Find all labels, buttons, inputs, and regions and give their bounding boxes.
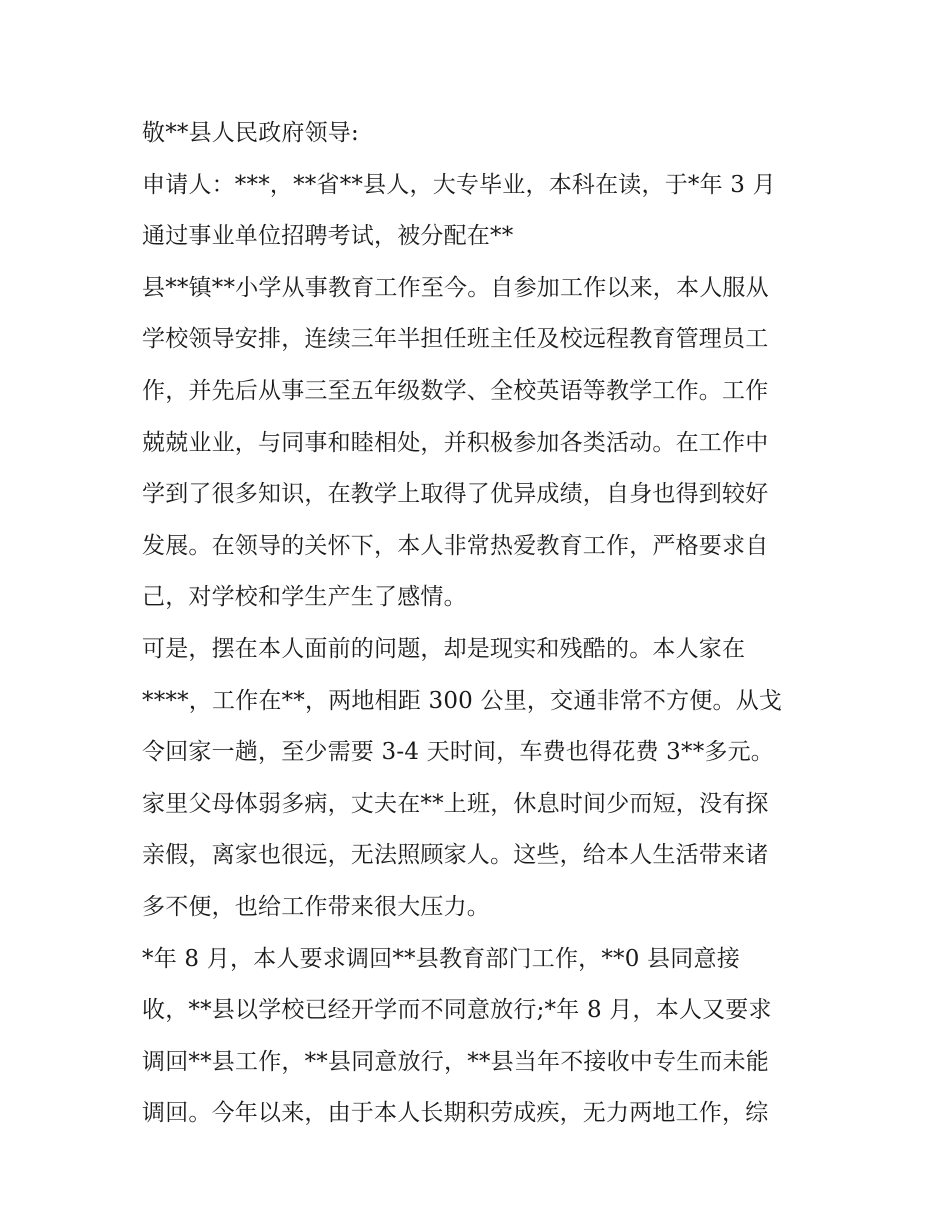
text-line-4: 学校领导安排，连续三年半担任班主任及校远程教育管理员工 xyxy=(142,326,769,353)
text-line-13: 家里父母体弱多病，丈夫在**上班，休息时间少而短，没有探 xyxy=(142,790,769,817)
text-line-18: 调回**县工作，**县同意放行，**县当年不接收中专生而未能 xyxy=(142,1048,769,1075)
text-line-10: 可是，摆在本人面前的问题，却是现实和残酷的。本人家在 xyxy=(142,635,746,662)
text-line-11: ****，工作在**，两地相距 300 公里，交通非常不方便。从戈 xyxy=(142,687,783,714)
text-line-2: 通过事业单位招聘考试，被分配在** xyxy=(142,223,514,250)
text-line-8: 发展。在领导的关怀下，本人非常热爱教育工作，严格要求自 xyxy=(142,532,769,559)
letter-body xyxy=(142,108,842,1140)
salutation: 敬**县人民政府领导: xyxy=(142,120,359,146)
text-line-15: 多不便，也给工作带来很大压力。 xyxy=(142,893,490,920)
text-line-5: 作，并先后从事三至五年级数学、全校英语等教学工作。工作 xyxy=(142,377,769,404)
text-line-1: 申请人：***，**省**县人，大专毕业，本科在读，于*年 3 月 xyxy=(142,171,776,198)
text-line-14: 亲假，离家也很远，无法照顾家人。这些，给本人生活带来诸 xyxy=(142,842,769,869)
text-line-12: 令回家一趟，至少需要 3-4 天时间，车费也得花费 3**多元。 xyxy=(142,739,775,766)
text-line-9: 己，对学校和学生产生了感情。 xyxy=(142,584,467,611)
text-line-19: 调回。今年以来，由于本人长期积劳成疾，无力两地工作，综 xyxy=(142,1100,769,1127)
text-line-3: 县**镇**小学从事教育工作至今。自参加工作以来，本人服从 xyxy=(142,274,769,301)
text-line-16: *年 8 月，本人要求调回**县教育部门工作，**0 县同意接 xyxy=(142,945,740,972)
text-line-7: 学到了很多知识，在教学上取得了优异成绩，自身也得到较好 xyxy=(142,481,769,508)
text-line-17: 收，**县以学校已经开学而不同意放行;*年 8 月，本人又要求 xyxy=(142,997,772,1024)
text-line-6: 兢兢业业，与同事和睦相处，并积极参加各类活动。在工作中 xyxy=(142,429,769,456)
